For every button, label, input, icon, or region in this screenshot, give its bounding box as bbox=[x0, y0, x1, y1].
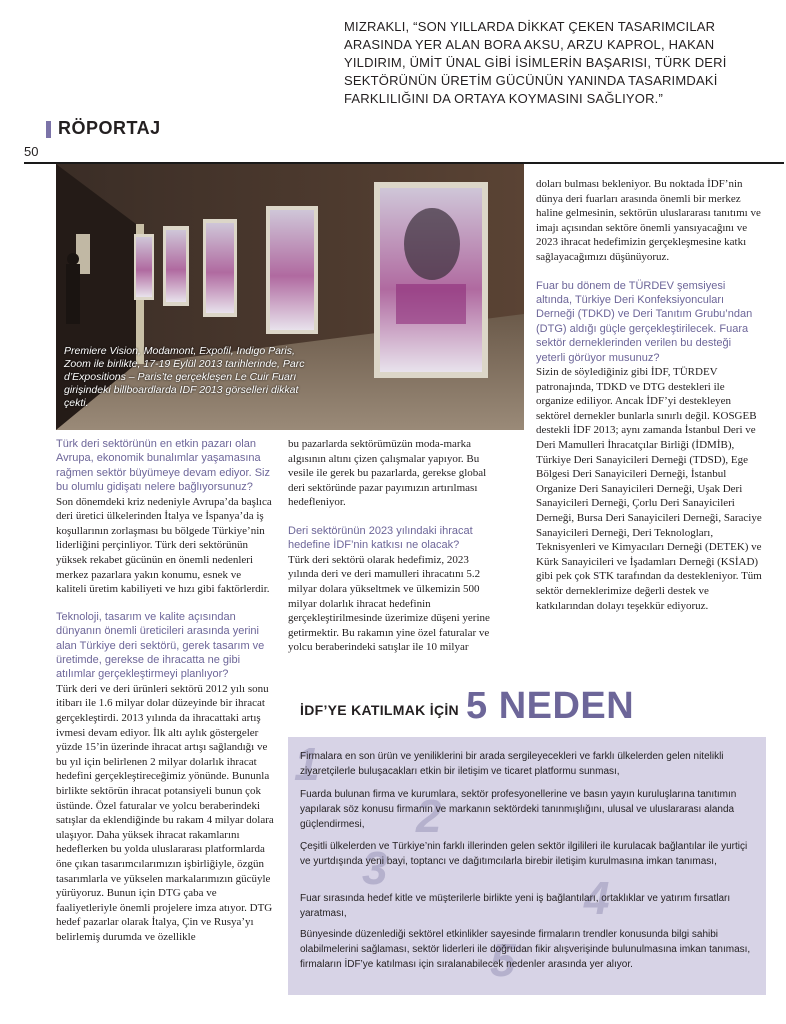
interview-answer: Son dönemdeki kriz nedeniyle Avrupa’da başlıca deri üretici ülkelerinden İtalya ve İspanya’da iş koşullarının zorlaşması bu bölgede Türkiye’nin liderliğini perçinliyor. Türk deri sektörünün yüksek rekabet gücünün en önemli nedenleri merkez pazarlara yakın konumu, esnek ve kaliteli üretim kabiliyeti ve hızı gibi faktörlerdir. bbox=[56, 495, 272, 596]
reason-item: Bünyesinde düzenlediği sektörel etkinlikler sayesinde firmaların trendler konusunda bilgi sahibi olabilmelerini sağlaması, sektör liderleri ile doğrudan fikir alışverişinde bulunulmasına imkan tanıması, firmaların İDF’ye katılması için sıralanabilecek nedenler arasında yer alıyor. bbox=[300, 929, 751, 970]
interview-answer: bu pazarlarda sektörümüzün moda-marka algısının altını çizen çalışmalar yapıyor. Bu vesile ile gerek bu pazarlarda, gerekse global deri sektöründe pazar payımızın artırılması hedefleniyor. bbox=[288, 438, 487, 509]
interview-answer: Sizin de söylediğiniz gibi İDF, TÜRDEV patronajında, TDKD ve DTG destekleri ile organize ediliyor. Ancak İDF’yi destekleyen sektörel dernekler bunlarla sınırlı değil. KOSGEB destekli İDF 2013; aynı zamanda İstanbul Deri ve Deri Mamulleri İhracatçılar Birliği (İDMİB), Türkiye Deri Sanayicileri Derneği (TDSD), Ege Bölgesi Deri Sanayicileri Derneği, İstanbul Organize Deri Sanayicileri Derneği, Uşak Deri Sanayicileri Derneği, Çorlu Deri Sanayicileri Derneği, Bursa Deri Sanayicileri Derneği, Saraciye Sanayicileri Derneği, Deri Teknologları, Teknisyenleri ve Kimyacıları Derneği (DETEK) ve Kürk Sanayicileri ve İşadamları Derneği (KSİAD) gibi pek çok STK tarafından da destekleniyor. Tüm sektör derneklerimize değerli destek ve katkılarından dolayı teşekkür ediyoruz. bbox=[536, 366, 762, 612]
interview-answer: doları bulması bekleniyor. Bu noktada İDF’nin dünya deri fuarları arasında önemli bir merkez haline gelmesinin, sektörün uluslararası tanıtımı ve imajı açısından sektöre önemli yansıyacağını ve 2023 ihracat hedefimizin gerçekleşmesine katkı sağlayacağımızı düşünüyoruz. bbox=[536, 178, 761, 263]
reason-number: 3 bbox=[362, 842, 388, 894]
section-label: RÖPORTAJ bbox=[58, 118, 161, 138]
interview-question: Türk deri sektörünün en etkin pazarı olan Avrupa, ekonomik bunalımlar yaşamasına rağmen sektör büyümeye devam ediyor. Siz bu olumlu gidişatı nelere bağlıyorsunuz? bbox=[56, 438, 270, 494]
interview-question: Deri sektörünün 2023 yılındaki ihracat hedefine İDF’nin katkısı ne olacak? bbox=[288, 524, 473, 552]
article-column-1 bbox=[56, 437, 274, 945]
pull-quote: MIZRAKLI, “SON YILLARDA DİKKAT ÇEKEN TASARIMCILAR ARASINDA YER ALAN BORA AKSU, ARZU KAPROL, HAKAN YILDIRIM, ÜMİT ÜNAL GİBİ İSİMLERİN BAŞARISI, TÜRK DERİ SEKTÖRÜNÜN ÜRETİM GÜCÜNÜN YANINDA TASARIMDAKİ FARKLILIĞINI DA ORTAYA KOYMASINI SAĞLIYOR.” bbox=[344, 19, 727, 106]
photo-caption: Premiere Vision, Modamont, Expofil, Indigo Paris, Zoom ile birlikte, 17-19 Eylül 2013 tarihlerinde, Parc d’Expositions – Paris’te gerçekleşen Le Cuir Fuarı girişindeki billboardlarda IDF 2013 görselleri dikkat çekti. bbox=[64, 345, 305, 409]
reasons-box bbox=[288, 737, 766, 995]
reasons-box-title: İDF’YE KATILMAK İÇİN bbox=[300, 702, 459, 718]
reason-item: Fuarda bulunan firma ve kurumlara, sektör profesyonellerine ve basın yayın kuruluşlarına tanıtımın yapılarak söz konusu firmanın ve markanın sektördeki tanınmışlığını, ulusal ve uluslararası alanda güçlendirmesi, bbox=[300, 789, 737, 830]
reason-item: Firmalara en son ürün ve yeniliklerini bir arada sergileyecekleri ve farklı ülkelerden gelen nitelikli ziyaretçilerle buluşacakları etkin bir iletişim ve ticaret platformu sunması, bbox=[300, 751, 724, 777]
interview-answer: Türk deri sektörü olarak hedefimiz, 2023 yılında deri ve deri mamulleri ihracatını 5.2 milyar dolara yükseltmek ve ülkemizin 500 milyar dolarlık ihracat hedefinin gerçekleştirilmesinde üzerimize düşeni yerine getirmektir. Bu rakamın yine özel faturalar ve yolcu beraberindeki satışlar ile 10 milyar bbox=[288, 553, 490, 654]
reason-number: 1 bbox=[294, 738, 320, 790]
reason-number: 4 bbox=[584, 872, 610, 924]
reason-number: 2 bbox=[416, 790, 442, 842]
interview-question: Teknoloji, tasarım ve kalite açısından dünyanın önemli üreticileri arasında yerini alan Türkiye deri sektörü, gerek tasarım ve üretimde, gerekse de ihracatta ne gibi atılımlar gerçekleştirmeyi planlıyor? bbox=[56, 610, 265, 681]
reasons-box-big-title: 5 NEDEN bbox=[466, 685, 635, 727]
interview-question: Fuar bu dönem de TÜRDEV şemsiyesi altında, Türkiye Deri Konfeksiyoncuları Derneği (TDKD) ve Deri Tanıtım Grubu’ndan (DTG) aldığı güçle gerçekleştirilecek. Fuara sektör derneklerinden verilen bu desteği yeterli görüyor musunuz? bbox=[536, 279, 753, 364]
reason-number: 5 bbox=[490, 934, 516, 986]
reason-item: Çeşitli ülkelerden ve Türkiye’nin farklı illerinden gelen sektör ilgilileri ile kurulacak bağlantılar ile yurtiçi ve yurtdışında yeni bayi, toptancı ve dağıtımcılarla birebir iletişim kurulmasına imkan tanıması, bbox=[300, 841, 748, 867]
article-column-2 bbox=[288, 437, 502, 655]
article-column-3 bbox=[536, 177, 762, 613]
reason-item: Fuar sırasında hedef kitle ve müşterilerle birlikte yeni iş bağlantıları, ortaklıklar ve yatırım fırsatları yaratması, bbox=[300, 893, 731, 919]
page-number: 50 bbox=[24, 144, 39, 159]
interview-answer: Türk deri ve deri ürünleri sektörü 2012 yılı sonu itibarı ile 1.6 milyar dolar düzeyinde bir ihracat gerçekleştirdi. 2013 yılında da ihracattaki artış ivmesi devam ediyor. İlk altı aylık göstergeler yüzde 15’in üzerinde ihracat artışı sağlandığı ve bu yıl için belirlenen 2 milyar dolarlık ihracat hedefini gerçekleştireceğimiz yönünde. Bununla birlikte sektörün ihracat potansiyeli bunun çok üstünde. Özel faturalar ve yolcu beraberindeki satışlar da eklendiğinde bu rakam 4 milyar dolara ulaşıyor. Daha yüksek ihracat rakamlarını hedeflerken bu yolda uluslararası platformlarda öne çıkan tasarımcılarımızın işbirliğiyle, özgün tasarımlarla ve yükselen markalarımızın gücüyle yürüyoruz. Bunun için DTG çaba ve faaliyetleriyle önemli projelere imza atıyor. DTG hedef pazarlar olarak İtalya, Çin ve Rusya’yı belirlemiş durumda ve özellikle bbox=[56, 682, 274, 943]
